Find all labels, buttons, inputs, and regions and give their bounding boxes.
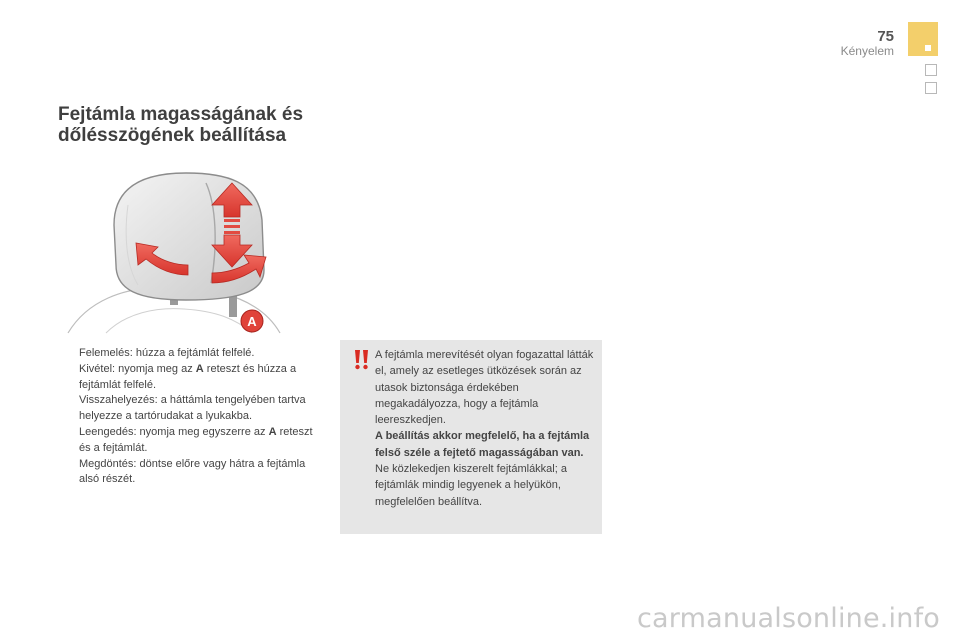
warning-box xyxy=(340,340,602,534)
headrest-illustration xyxy=(66,165,286,335)
list-item: Visszahelyezés: a háttámla tengelyében tartva helyezze a tartórudakat a lyukakba. xyxy=(79,394,306,423)
warning-emphasis: A beállítás akkor megfelelő, ha a fejtámla felső széle a fejtető magasságában van. xyxy=(375,430,590,459)
section-tab-1[interactable] xyxy=(925,64,937,76)
page-number: 75 xyxy=(877,28,894,45)
tab-marker-icon xyxy=(925,45,931,51)
list-item: Leengedés: nyomja meg egyszerre az A reteszt és a fejtámlát. xyxy=(79,425,313,454)
page-title xyxy=(58,104,303,146)
warning-paragraph: A fejtámla merevítését olyan fogazattal látták el, amely az esetleges ütközések során az utasok biztonsága érdekében megakadályozza, hogy a fejtámla leereszkedjen. xyxy=(375,349,594,427)
title-line-2: dőlésszögének beállítása xyxy=(58,125,287,146)
list-item: Megdöntés: döntse előre vagy hátra a fejtámla alsó részét. xyxy=(79,457,306,486)
list-item: Felemelés: húzza a fejtámlát felfelé. xyxy=(79,347,255,359)
lock-button-label: A xyxy=(247,314,257,329)
title-line-1: Fejtámla magasságának és xyxy=(58,104,304,125)
warning-text xyxy=(375,347,597,510)
warning-exclamation-icon xyxy=(348,349,374,371)
list-item: Kivétel: nyomja meg az A reteszt és húzza a fejtámlát felfelé. xyxy=(79,362,297,391)
watermark: carmanualsonline.info xyxy=(637,603,940,634)
instruction-list xyxy=(60,346,322,488)
section-tab-2[interactable] xyxy=(925,82,937,94)
section-name: Kényelem xyxy=(840,44,894,58)
warning-paragraph: Ne közlekedjen kiszerelt fejtámlákkal; a fejtámlák mindig legyenek a helyükön, megfelelően beállítva. xyxy=(375,463,567,508)
section-tab-active[interactable] xyxy=(908,22,938,56)
